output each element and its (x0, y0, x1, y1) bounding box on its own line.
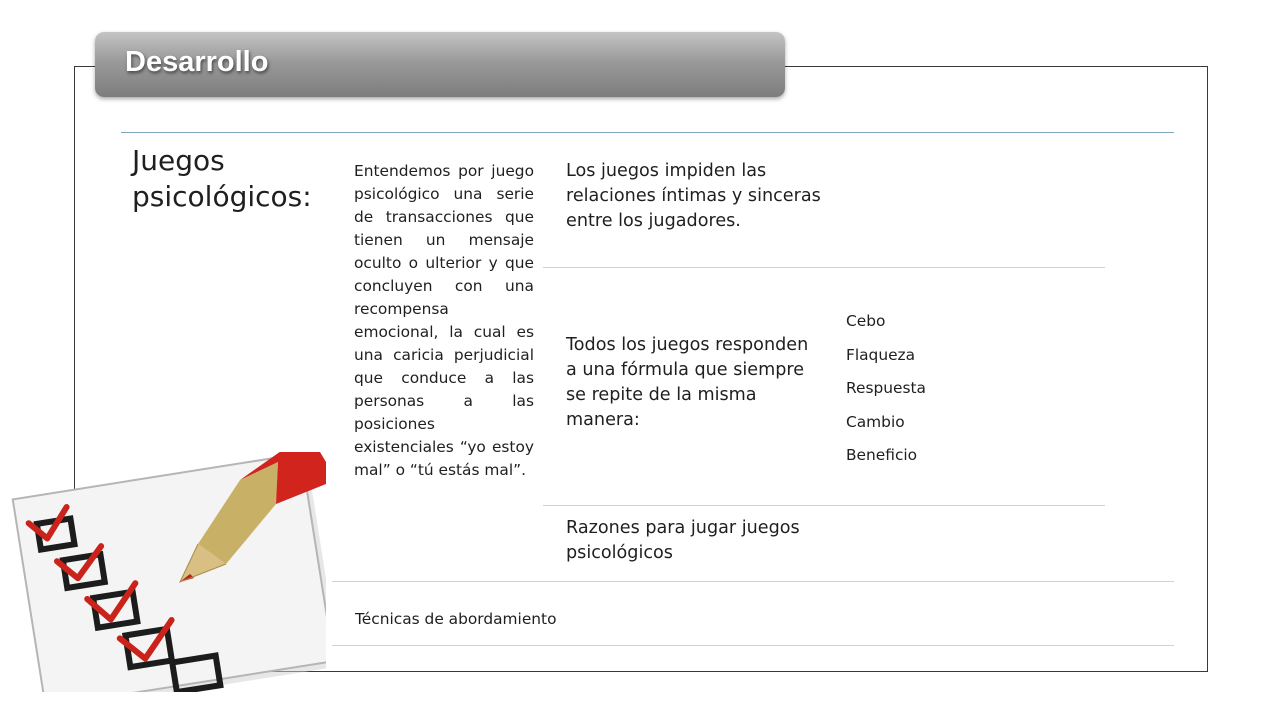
techniques-label: Técnicas de abordamiento (355, 610, 557, 628)
divider (332, 581, 1174, 582)
section-heading: Juegos psicológicos: (132, 144, 312, 213)
formula-item: Respuesta (846, 379, 926, 397)
list-item: Todos los juegos responden a una fórmula que siempre se repite de la misma manera: (566, 335, 809, 430)
list-item: Razones para jugar juegos psicológicos (566, 518, 800, 563)
formula-list (846, 305, 996, 473)
title-bar (95, 32, 785, 97)
formula-item: Cambio (846, 412, 905, 431)
definition-text: Entendemos por juego psicológico una serie de transacciones que tienen un mensaje oculto o ulterior y que concluyen con una recompensa emocional, la cual es una caricia perjudicial que conduce a las personas a las posiciones existenciales “yo estoy mal” o “tú estás mal”. (354, 162, 534, 479)
formula-item: Cebo (846, 312, 886, 330)
divider (332, 645, 1174, 646)
divider (543, 505, 1105, 506)
list-item: Los juegos impiden las relaciones íntimas y sinceras entre los jugadores. (566, 161, 821, 231)
page-title: Desarrollo (125, 46, 269, 78)
checklist-pencil-icon (8, 452, 326, 692)
formula-item: Flaqueza (846, 345, 916, 364)
divider (543, 267, 1105, 268)
top-divider (121, 132, 1174, 133)
formula-item: Beneficio (846, 446, 918, 464)
